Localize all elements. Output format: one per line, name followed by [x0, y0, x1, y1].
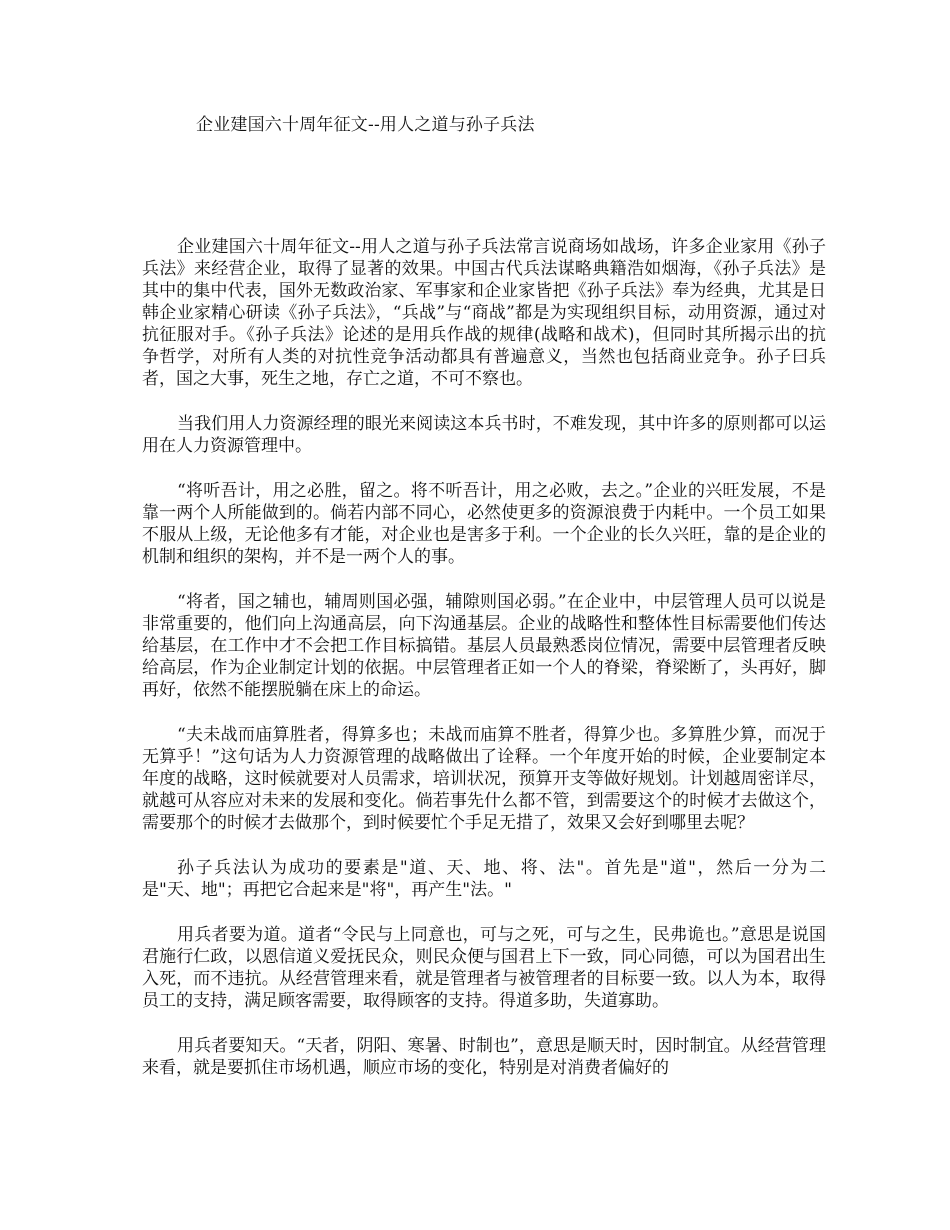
- paragraph: 用兵者要知天。“天者，阴阳、寒暑、时制也”，意思是顺天时，因时制宜。从经营管理来看，就是要抓住市场机遇，顺应市场的变化，特别是对消费者偏好的: [142, 1036, 826, 1078]
- paragraph: 用兵者要为道。道者“令民与上同意也，可与之死，可与之生，民弗诡也。”意思是说国君施行仁政，以恩信道义爱抚民众，则民众便与国君上下一致，同心同德，可以为国君出生入死，而不违抗。从经营管理来看，就是管理者与被管理者的目标要一致。以人为本，取得员工的支持，满足顾客需要，取得顾客的支持。得道多助，失道寡助。: [142, 925, 826, 1011]
- paragraph: “将听吾计，用之必胜，留之。将不听吾计，用之必败，去之。”企业的兴旺发展，不是靠一两个人所能做到的。倘若内部不同心，必然使更多的资源浪费于内耗中。一个员工如果不服从上级，无论他多有才能，对企业也是害多于利。一个企业的长久兴旺，靠的是企业的机制和组织的架构，并不是一两个人的事。: [142, 481, 826, 567]
- paragraph: 当我们用人力资源经理的眼光来阅读这本兵书时，不难发现，其中许多的原则都可以运用在人力资源管理中。: [142, 414, 826, 456]
- document-body: [142, 236, 826, 1079]
- paragraph: 孙子兵法认为成功的要素是"道、天、地、将、法"。首先是"道"，然后一分为二是"天、地"；再把它合起来是"将"，再产生"法。": [142, 858, 826, 900]
- paragraph: 企业建国六十周年征文--用人之道与孙子兵法常言说商场如战场，许多企业家用《孙子兵法》来经营企业，取得了显著的效果。中国古代兵法谋略典籍浩如烟海，《孙子兵法》是其中的集中代表，国外无数政治家、军事家和企业家皆把《孙子兵法》奉为经典，尤其是日韩企业家精心研读《孙子兵法》，“兵战”与“商战”都是为实现组织目标，动用资源，通过对抗征服对手。《孙子兵法》论述的是用兵作战的规律(战略和战术)，但同时其所揭示出的抗争哲学，对所有人类的对抗性竞争活动都具有普遍意义，当然也包括商业竞争。孙子曰兵者，国之大事，死生之地，存亡之道，不可不察也。: [142, 237, 826, 389]
- paragraph: “将者，国之辅也，辅周则国必强，辅隙则国必弱。”在企业中，中层管理人员可以说是非常重要的，他们向上沟通高层，向下沟通基层。企业的战略性和整体性目标需要他们传达给基层，在工作中才不会把工作目标搞错。基层人员最熟悉岗位情况，需要中层管理者反映给高层，作为企业制定计划的依据。中层管理者正如一个人的脊梁，脊梁断了，头再好，脚再好，依然不能摆脱躺在床上的命运。: [142, 592, 826, 700]
- document-title: 企业建国六十周年征文--用人之道与孙子兵法: [196, 115, 535, 135]
- paragraph: “夫未战而庙算胜者，得算多也；未战而庙算不胜者，得算少也。多算胜少算，而况于无算乎！”这句话为人力资源管理的战略做出了诠释。一个年度开始的时候，企业要制定本年度的战略，这时候就要对人员需求，培训状况，预算开支等做好规划。计划越周密详尽，就越可从容应对未来的发展和变化。倘若事先什么都不管，到需要这个的时候才去做这个，需要那个的时候才去做那个，到时候要忙个手足无措了，效果又会好到哪里去呢？: [142, 725, 826, 833]
